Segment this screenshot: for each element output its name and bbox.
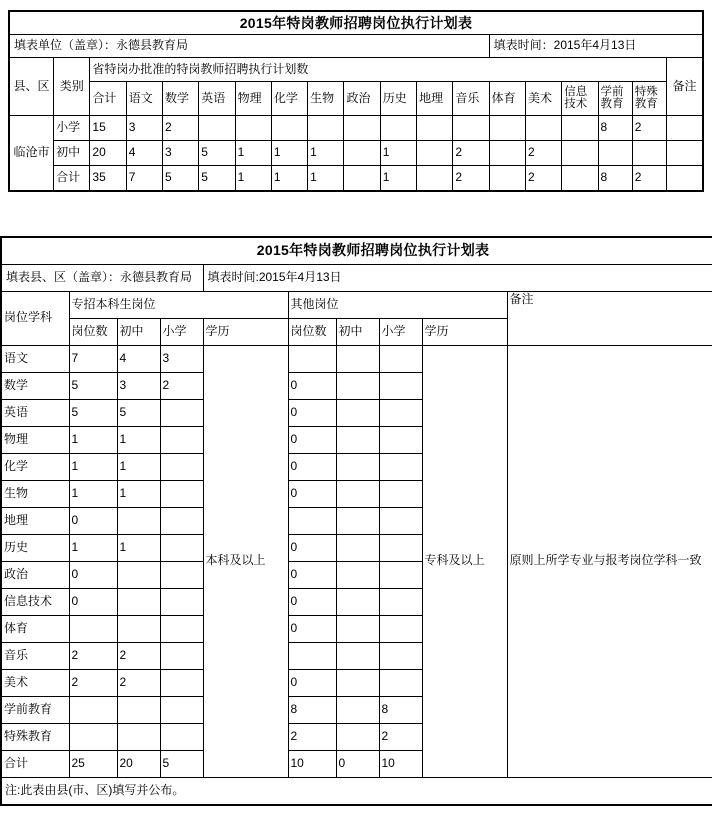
table-row <box>1 345 712 372</box>
table1-row0-val11 <box>489 116 525 141</box>
table1-subject-header-10: 音乐 <box>453 82 489 116</box>
table2-row15-o-primary: 10 <box>379 750 422 777</box>
table2-row8-o-primary <box>379 561 422 588</box>
table1-row1-val8: 1 <box>380 141 416 166</box>
table2-row12-o-primary <box>379 669 422 696</box>
table1-row1-val12: 2 <box>525 141 561 166</box>
table2-row2-o-junior <box>336 399 379 426</box>
table2-row9-o-primary <box>379 588 422 615</box>
table1-date-label: 填表时间：2015年4月13日 <box>489 35 703 58</box>
table1-row0-val8 <box>380 116 416 141</box>
table2-row1-b-posts: 5 <box>69 372 117 399</box>
table2-row8-b-primary <box>160 561 203 588</box>
table2-row6-b-posts: 0 <box>69 507 117 534</box>
table1-row2-val2: 5 <box>162 166 198 191</box>
table2-row7-b-posts: 1 <box>69 534 117 561</box>
table2-note-row <box>1 777 712 805</box>
table2-row11-b-primary <box>160 642 203 669</box>
table1-row0-val0: 15 <box>90 116 126 141</box>
table1-subject-header-13: 信息技术 <box>562 82 598 116</box>
table1-col-category: 类别 <box>54 58 90 116</box>
table1-row2-val1: 7 <box>126 166 162 191</box>
table1-group-header-row <box>9 58 703 82</box>
table2-row3-o-junior <box>336 426 379 453</box>
table1-row1-val10: 2 <box>453 141 489 166</box>
table2-row2-b-primary <box>160 399 203 426</box>
table2-row10-o-posts: 0 <box>288 615 336 642</box>
table2-row2-o-primary <box>379 399 422 426</box>
plan-table-by-level <box>8 10 704 192</box>
table2-row6-b-junior <box>117 507 160 534</box>
table1-col-county: 县、区 <box>9 58 54 116</box>
table2-row15-o-junior: 0 <box>336 750 379 777</box>
table2-row7-subject: 历史 <box>1 534 69 561</box>
table2-row4-o-primary <box>379 453 422 480</box>
table2-row5-b-primary <box>160 480 203 507</box>
table2-sub-degree-other: 学历 <box>422 318 507 345</box>
table1-subject-header-6: 生物 <box>308 82 344 116</box>
table1-row1-val5: 1 <box>271 141 307 166</box>
table2-row5-b-posts: 1 <box>69 480 117 507</box>
table2-row14-b-posts <box>69 723 117 750</box>
table2-row6-b-primary <box>160 507 203 534</box>
table2-row13-o-primary: 8 <box>379 696 422 723</box>
table2-row6-subject: 地理 <box>1 507 69 534</box>
table2-row13-o-posts: 8 <box>288 696 336 723</box>
table1-subject-header-14: 学前教育 <box>598 82 632 116</box>
table1-row0-val4 <box>235 116 271 141</box>
table1-subject-header-5: 化学 <box>271 82 307 116</box>
table2-row4-o-junior <box>336 453 379 480</box>
table2-row7-o-primary <box>379 534 422 561</box>
table2-row4-b-posts: 1 <box>69 453 117 480</box>
table1-row2-val0: 35 <box>90 166 126 191</box>
table2-row13-b-primary <box>160 696 203 723</box>
table1-row1-val9 <box>417 141 453 166</box>
table2-sub-primary-bachelor: 小学 <box>160 318 203 345</box>
table2-row2-o-posts: 0 <box>288 399 336 426</box>
table2-row5-o-junior <box>336 480 379 507</box>
table1-subject-header-3: 英语 <box>199 82 235 116</box>
table2-row14-subject: 特殊教育 <box>1 723 69 750</box>
table1-row0-val6 <box>308 116 344 141</box>
table1-row1-val3: 5 <box>199 141 235 166</box>
table2-row3-subject: 物理 <box>1 426 69 453</box>
table2-row10-o-junior <box>336 615 379 642</box>
table1-row0-val1: 3 <box>126 116 162 141</box>
table2-degree-college-value: 专科及以上 <box>422 345 507 777</box>
table2-sub-primary-other: 小学 <box>379 318 422 345</box>
table1-info-row <box>9 35 703 58</box>
table2-row3-o-posts: 0 <box>288 426 336 453</box>
table2-group-header-row <box>1 291 712 318</box>
table1-row2-val8: 1 <box>380 166 416 191</box>
table2-row8-b-posts: 0 <box>69 561 117 588</box>
table2-row13-b-junior <box>117 696 160 723</box>
top-spacer <box>0 0 712 10</box>
table2-row8-subject: 政治 <box>1 561 69 588</box>
table1-row0-val15: 2 <box>632 116 666 141</box>
table2-row4-b-junior: 1 <box>117 453 160 480</box>
table2-row10-o-primary <box>379 615 422 642</box>
table2-unit-label: 填表县、区（盖章）：永德县教育局 <box>1 264 203 291</box>
table2-row0-subject: 语文 <box>1 345 69 372</box>
table2-row11-o-junior <box>336 642 379 669</box>
table1-subject-header-9: 地理 <box>417 82 453 116</box>
table2-row14-o-primary: 2 <box>379 723 422 750</box>
table2-row6-o-junior <box>336 507 379 534</box>
table2-row12-o-posts: 0 <box>288 669 336 696</box>
table1-row1-remark <box>666 141 703 166</box>
table2-row15-o-posts: 10 <box>288 750 336 777</box>
table2-row11-b-junior: 2 <box>117 642 160 669</box>
table1-county-name: 临沧市 <box>9 116 54 191</box>
table1-row2-val4: 1 <box>235 166 271 191</box>
table2-row0-o-posts <box>288 345 336 372</box>
table2-row9-b-primary <box>160 588 203 615</box>
table2-row0-b-junior: 4 <box>117 345 160 372</box>
table2-row4-b-primary <box>160 453 203 480</box>
table2-row15-subject: 合计 <box>1 750 69 777</box>
table2-row0-b-posts: 7 <box>69 345 117 372</box>
table2-row5-subject: 生物 <box>1 480 69 507</box>
table2-title-row <box>1 237 712 265</box>
table2-row15-b-primary: 5 <box>160 750 203 777</box>
table1-row1-category: 初中 <box>54 141 90 166</box>
table2-date-label: 填表时间:2015年4月13日 <box>203 264 712 291</box>
table2-row7-o-junior <box>336 534 379 561</box>
table2-row0-o-primary <box>379 345 422 372</box>
table2-title: 2015年特岗教师招聘岗位执行计划表 <box>1 237 712 265</box>
table1-row2-remark <box>666 166 703 191</box>
table2-group-other: 其他岗位 <box>288 291 507 318</box>
table2-row12-b-posts: 2 <box>69 669 117 696</box>
table2-row3-b-posts: 1 <box>69 426 117 453</box>
table2-row1-o-posts: 0 <box>288 372 336 399</box>
table2-note: 注:此表由县(市、区)填写并公布。 <box>1 777 712 805</box>
table2-row10-b-junior <box>117 615 160 642</box>
table1-row0-val9 <box>417 116 453 141</box>
table1-row2-category: 合计 <box>54 166 90 191</box>
table2-degree-bachelor-value: 本科及以上 <box>203 345 288 777</box>
table2-row0-o-junior <box>336 345 379 372</box>
table1-row1-val2: 3 <box>162 141 198 166</box>
table2-row7-o-posts: 0 <box>288 534 336 561</box>
table2-row0-b-primary: 3 <box>160 345 203 372</box>
table2-col-subject: 岗位学科 <box>1 291 69 345</box>
table1-row2-val11 <box>489 166 525 191</box>
table2-row3-b-junior: 1 <box>117 426 160 453</box>
table2-row12-o-junior <box>336 669 379 696</box>
table2-row9-b-posts: 0 <box>69 588 117 615</box>
table2-row12-b-junior: 2 <box>117 669 160 696</box>
table1-row2-val9 <box>417 166 453 191</box>
table2-row11-subject: 音乐 <box>1 642 69 669</box>
table1-unit-label: 填表单位（盖章）：永德县教育局 <box>9 35 489 58</box>
table2-row7-b-primary <box>160 534 203 561</box>
table1-row0-category: 小学 <box>54 116 90 141</box>
table1-row0-val14: 8 <box>598 116 632 141</box>
table2-row3-b-primary <box>160 426 203 453</box>
table2-row5-o-posts: 0 <box>288 480 336 507</box>
table1-row2-val13 <box>562 166 598 191</box>
table2-row13-subject: 学前教育 <box>1 696 69 723</box>
table1-row2-val7 <box>344 166 380 191</box>
table2-row14-b-primary <box>160 723 203 750</box>
table1-row2-val3: 5 <box>199 166 235 191</box>
table-row <box>9 141 703 166</box>
table1-subject-header-row <box>9 82 703 116</box>
plan-table-by-subject <box>0 236 712 806</box>
table2-row1-o-junior <box>336 372 379 399</box>
table2-col-remark: 备注 <box>507 291 712 345</box>
table2-row14-b-junior <box>117 723 160 750</box>
table1-row1-val13 <box>562 141 598 166</box>
table2-row13-b-posts <box>69 696 117 723</box>
table2-row1-b-primary: 2 <box>160 372 203 399</box>
table1-group-header: 省特岗办批准的特岗教师招聘执行计划数 <box>90 58 667 82</box>
table2-row14-o-posts: 2 <box>288 723 336 750</box>
table-row <box>9 166 703 191</box>
table2-row5-b-junior: 1 <box>117 480 160 507</box>
table1-subject-header-7: 政治 <box>344 82 380 116</box>
table2-row9-o-posts: 0 <box>288 588 336 615</box>
table1-row2-val12: 2 <box>525 166 561 191</box>
table2-row4-o-posts: 0 <box>288 453 336 480</box>
table2-row3-o-primary <box>379 426 422 453</box>
table2-row8-b-junior <box>117 561 160 588</box>
table1-row0-val7 <box>344 116 380 141</box>
table1-subject-header-1: 语文 <box>126 82 162 116</box>
table2-row15-b-junior: 20 <box>117 750 160 777</box>
table1-subject-header-11: 体育 <box>489 82 525 116</box>
table2-row15-b-posts: 25 <box>69 750 117 777</box>
table1-row1-val11 <box>489 141 525 166</box>
table1-subject-header-4: 物理 <box>235 82 271 116</box>
table2-row12-b-primary <box>160 669 203 696</box>
table1-subject-header-12: 美术 <box>525 82 561 116</box>
table1-row0-val12 <box>525 116 561 141</box>
table2-row7-b-junior: 1 <box>117 534 160 561</box>
table2-sub-posts-other: 岗位数 <box>288 318 336 345</box>
table1-row2-val14: 8 <box>598 166 632 191</box>
table2-remark-value: 原则上所学专业与报考岗位学科一致 <box>507 345 712 777</box>
table1-row2-val5: 1 <box>271 166 307 191</box>
table1-row0-remark <box>666 116 703 141</box>
table2-row9-subject: 信息技术 <box>1 588 69 615</box>
table2-sub-junior-bachelor: 初中 <box>117 318 160 345</box>
table1-row1-val7 <box>344 141 380 166</box>
table1-row0-val3 <box>199 116 235 141</box>
table2-row9-b-junior <box>117 588 160 615</box>
table2-row8-o-junior <box>336 561 379 588</box>
table1-subject-header-0: 合计 <box>90 82 126 116</box>
table2-row11-o-posts <box>288 642 336 669</box>
table1-row2-val15: 2 <box>632 166 666 191</box>
table2-sub-junior-other: 初中 <box>336 318 379 345</box>
table2-row10-b-primary <box>160 615 203 642</box>
table2-row6-o-primary <box>379 507 422 534</box>
table1-row0-val2: 2 <box>162 116 198 141</box>
table1-title-row <box>9 11 703 35</box>
table2-row9-o-junior <box>336 588 379 615</box>
table1-row2-val6: 1 <box>308 166 344 191</box>
table2-row10-subject: 体育 <box>1 615 69 642</box>
table2-row1-subject: 数学 <box>1 372 69 399</box>
table1-row0-val10 <box>453 116 489 141</box>
table1-row1-val4: 1 <box>235 141 271 166</box>
table1-subject-header-15: 特殊教育 <box>632 82 666 116</box>
table2-row11-o-primary <box>379 642 422 669</box>
table2-row10-b-posts <box>69 615 117 642</box>
table2-row11-b-posts: 2 <box>69 642 117 669</box>
table2-row2-subject: 英语 <box>1 399 69 426</box>
table2-row6-o-posts <box>288 507 336 534</box>
table1-row2-val10: 2 <box>453 166 489 191</box>
table2-row1-o-primary <box>379 372 422 399</box>
table2-row8-o-posts: 0 <box>288 561 336 588</box>
table-row <box>9 116 703 141</box>
table1-title: 2015年特岗教师招聘岗位执行计划表 <box>9 11 703 35</box>
table2-row5-o-primary <box>379 480 422 507</box>
table1-subject-header-8: 历史 <box>380 82 416 116</box>
table2-row12-subject: 美术 <box>1 669 69 696</box>
table1-row1-val0: 20 <box>90 141 126 166</box>
table2-sub-degree-bachelor: 学历 <box>203 318 288 345</box>
table2-row1-b-junior: 3 <box>117 372 160 399</box>
table2-row13-o-junior <box>336 696 379 723</box>
table2-row14-o-junior <box>336 723 379 750</box>
table1-subject-header-2: 数学 <box>162 82 198 116</box>
table1-row1-val1: 4 <box>126 141 162 166</box>
table-spacer <box>0 192 712 236</box>
table1-row1-val6: 1 <box>308 141 344 166</box>
table1-col-remark: 备注 <box>666 58 703 116</box>
table2-row4-subject: 化学 <box>1 453 69 480</box>
table1-row1-val15 <box>632 141 666 166</box>
table1-row0-val13 <box>562 116 598 141</box>
table1-row0-val5 <box>271 116 307 141</box>
table1-row1-val14 <box>598 141 632 166</box>
table2-row2-b-junior: 5 <box>117 399 160 426</box>
table2-info-row <box>1 264 712 291</box>
table2-group-bachelor: 专招本科生岗位 <box>69 291 288 318</box>
table2-row2-b-posts: 5 <box>69 399 117 426</box>
table2-sub-posts-bachelor: 岗位数 <box>69 318 117 345</box>
